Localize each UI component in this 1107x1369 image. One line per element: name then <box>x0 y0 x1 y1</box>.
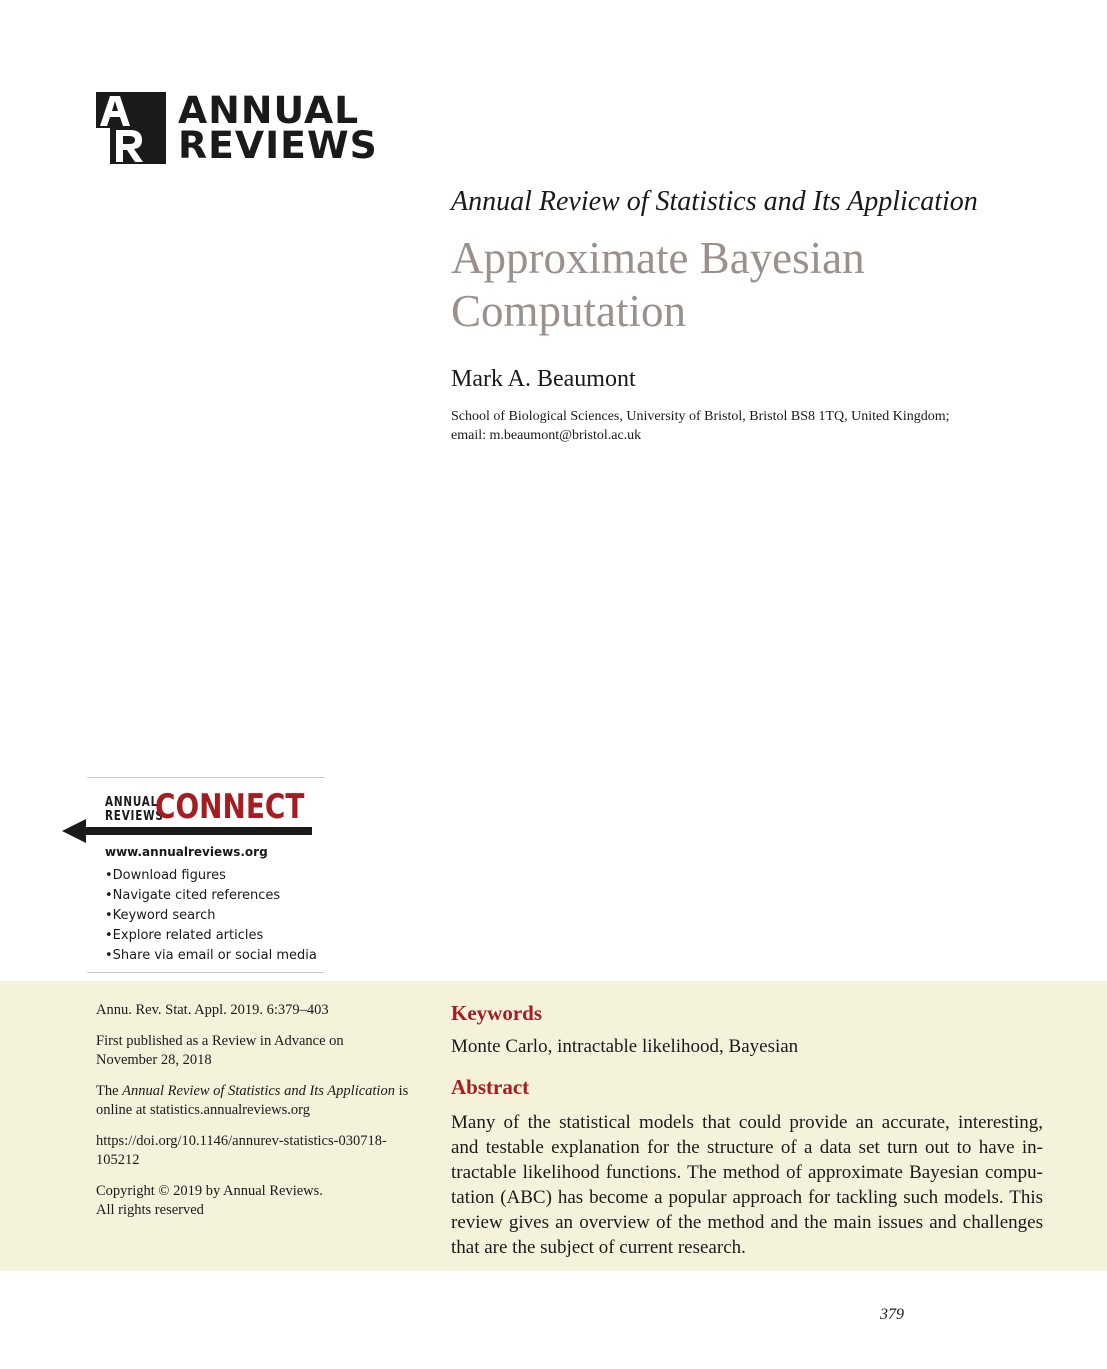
citation-text: Annu. Rev. Stat. Appl. 2019. 6:379–403 <box>96 1002 329 1018</box>
abstract-line: review gives an overview of the method and the main issues and challenges <box>451 1212 1043 1233</box>
connect-url-link[interactable]: www.annualreviews.org <box>105 845 268 859</box>
connect-feature-list <box>105 866 317 966</box>
list-item: • Explore related articles <box>105 926 317 946</box>
page-number: 379 <box>880 1306 904 1323</box>
online-post: is <box>394 1083 409 1099</box>
list-item: • Share via email or social media <box>105 946 317 966</box>
ar-logo-mark-icon <box>96 92 166 164</box>
left-arrow-icon <box>62 819 314 848</box>
affiliation <box>451 407 950 445</box>
connect-small-line: ANNUAL <box>105 795 159 810</box>
connect-small-line: REVIEWS <box>105 809 164 824</box>
citation <box>96 1001 416 1020</box>
publication-date <box>96 1032 416 1070</box>
title-line: Computation <box>451 286 686 336</box>
abstract-text <box>451 1110 1043 1260</box>
online-pre: The <box>96 1083 123 1099</box>
title-line: Approximate Bayesian <box>451 233 865 283</box>
published-line: First published as a Review in Advance on <box>96 1033 344 1049</box>
affiliation-line[interactable]: email: m.beaumont@bristol.ac.uk <box>451 428 642 443</box>
doi[interactable] <box>96 1132 416 1170</box>
article-metadata <box>96 1001 416 1232</box>
copyright <box>96 1182 416 1220</box>
author-name: Mark A. Beaumont <box>451 366 636 392</box>
doi-line[interactable]: https://doi.org/10.1146/annurev-statistics-030718- <box>96 1133 387 1149</box>
online-availability <box>96 1082 416 1120</box>
keywords-heading: Keywords <box>451 1001 542 1025</box>
logo-line-annual: ANNUAL <box>178 89 360 132</box>
article-title <box>451 232 1051 338</box>
annual-reviews-logo <box>96 89 378 167</box>
online-url[interactable]: online at statistics.annualreviews.org <box>96 1102 310 1118</box>
list-item: • Keyword search <box>105 906 317 926</box>
abstract-line: tractable likelihood functions. The method of approximate Bayesian compu- <box>451 1162 1043 1183</box>
list-item: • Download figures <box>105 866 317 886</box>
online-journal: Annual Review of Statistics and Its Application <box>122 1083 395 1099</box>
logo-line-reviews: REVIEWS <box>178 124 378 167</box>
online-line <box>96 1082 416 1101</box>
affiliation-line: School of Biological Sciences, University of Bristol, Bristol BS8 1TQ, United Kingdom; <box>451 409 950 424</box>
annual-reviews-connect-box <box>87 777 324 973</box>
keywords-text: Monte Carlo, intractable likelihood, Bayesian <box>451 1036 799 1057</box>
published-line: November 28, 2018 <box>96 1052 212 1068</box>
abstract-line: tation (ABC) has become a popular approach for tackling such models. This <box>451 1187 1043 1208</box>
abstract-line: and testable explanation for the structure of a data set turn out to have in- <box>451 1137 1043 1158</box>
abstract-heading: Abstract <box>451 1075 530 1099</box>
list-item: • Navigate cited references <box>105 886 317 906</box>
copyright-line: Copyright © 2019 by Annual Reviews. <box>96 1183 323 1199</box>
doi-line[interactable]: 105212 <box>96 1152 140 1168</box>
abstract-line: Many of the statistical models that could provide an accurate, interesting, <box>451 1112 1043 1133</box>
connect-title: CONNECT <box>155 787 305 827</box>
abstract-line: that are the subject of current research. <box>451 1237 746 1258</box>
journal-name: Annual Review of Statistics and Its Application <box>451 186 978 217</box>
copyright-line: All rights reserved <box>96 1202 204 1218</box>
